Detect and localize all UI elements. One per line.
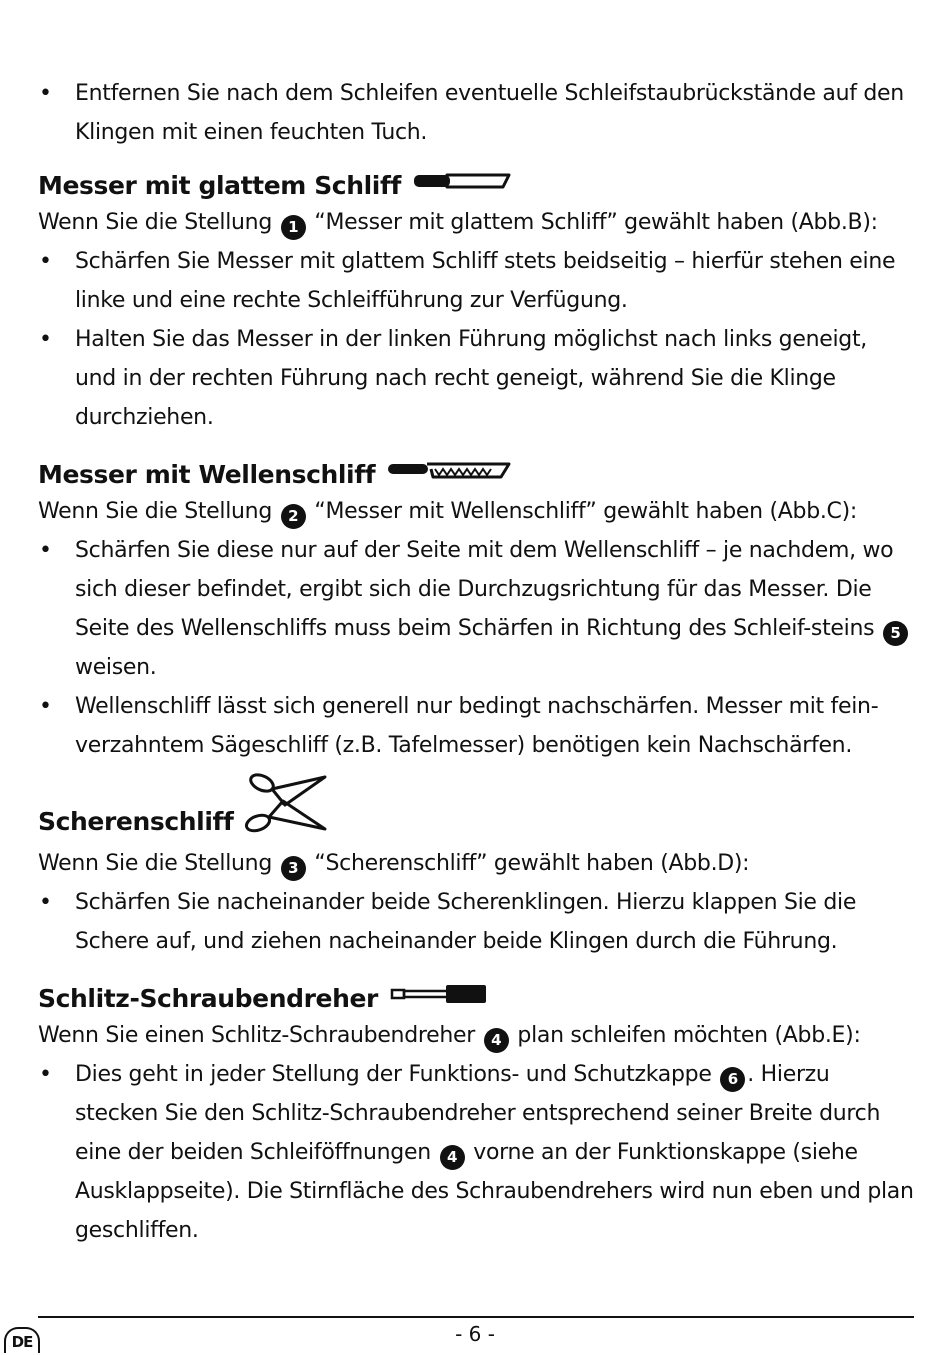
callout-number: 4 <box>484 1028 509 1053</box>
footer-divider <box>38 1316 914 1318</box>
scissors-icon <box>243 771 327 844</box>
section-lead: Wenn Sie die Stellung 3 “Scherenschliff” gewählt haben (Abb.D): <box>38 844 914 883</box>
callout-number: 6 <box>720 1067 745 1092</box>
list-item: • Schärfen Sie Messer mit glattem Schliff stets beidseitig – hierfür stehen eine linke und eine rechte Schleifführung zur Verfügung. <box>38 242 914 320</box>
section-list <box>38 531 914 765</box>
list-item: • Schärfen Sie nacheinander beide Scherenklingen. Hierzu klappen Sie die Schere auf, und ziehen nacheinander beide Klingen durch die Führung. <box>38 883 914 961</box>
page-content <box>38 74 914 1250</box>
page-number: - 6 - <box>455 1322 495 1346</box>
section-lead: Wenn Sie die Stellung 1 “Messer mit glattem Schliff” gewählt haben (Abb.B): <box>38 203 914 242</box>
list-item: • Wellenschliff lässt sich generell nur bedingt nachschärfen. Messer mit fein-verzahntem Sägeschliff (z.B. Tafelmesser) benötigen kein Nachschärfen. <box>38 687 914 765</box>
plain-knife-icon <box>413 168 511 203</box>
screwdriver-icon <box>390 981 488 1016</box>
section-plain-knife <box>38 168 914 437</box>
intro-bullet: • Entfernen Sie nach dem Schleifen eventuelle Schleifstaubrückstände auf den Klingen mit einen feuchten Tuch. <box>38 74 914 152</box>
serrated-knife-icon <box>387 457 511 492</box>
callout-number: 5 <box>883 621 908 646</box>
list-item: • Dies geht in jeder Stellung der Funktions- und Schutzkappe 6 . Hierzu stecken Sie den Schlitz-Schraubendreher entsprechend seiner Breite durch eine der beiden Schleiföffnungen 4 vorne an der Funktionskappe (siehe Ausklappseite). Die Stirnfläche des Schraubendrehers wird nun eben und plan geschliffen. <box>38 1055 914 1250</box>
section-title: Messer mit glattem Schliff <box>38 168 914 203</box>
section-title: Schlitz-Schraubendreher <box>38 981 914 1016</box>
list-item: • Halten Sie das Messer in der linken Führung möglichst nach links geneigt, und in der rechten Führung nach recht geneigt, während Sie die Klinge durchziehen. <box>38 320 914 437</box>
section-serrated-knife <box>38 457 914 765</box>
section-title: Messer mit Wellenschliff <box>38 457 914 492</box>
callout-number: 2 <box>281 504 306 529</box>
section-lead: Wenn Sie einen Schlitz-Schraubendreher 4 plan schleifen möchten (Abb.E): <box>38 1016 914 1055</box>
section-lead: Wenn Sie die Stellung 2 “Messer mit Wellenschliff” gewählt haben (Abb.C): <box>38 492 914 531</box>
section-list <box>38 883 914 961</box>
section-list <box>38 1055 914 1250</box>
section-title: Scherenschliff <box>38 771 914 844</box>
callout-number: 1 <box>281 215 306 240</box>
callout-number: 4 <box>440 1145 465 1170</box>
section-list <box>38 242 914 437</box>
intro-list <box>38 74 914 152</box>
section-scissors <box>38 771 914 961</box>
language-badge: DE <box>4 1327 40 1353</box>
section-screwdriver <box>38 981 914 1250</box>
callout-number: 3 <box>281 856 306 881</box>
list-item: • Schärfen Sie diese nur auf der Seite mit dem Wellenschliff – je nachdem, wo sich dieser befindet, ergibt sich die Durchzugsrichtung für das Messer. Die Seite des Wellenschliffs muss beim Schärfen in Richtung des Schleif-steins 5 weisen. <box>38 531 914 687</box>
